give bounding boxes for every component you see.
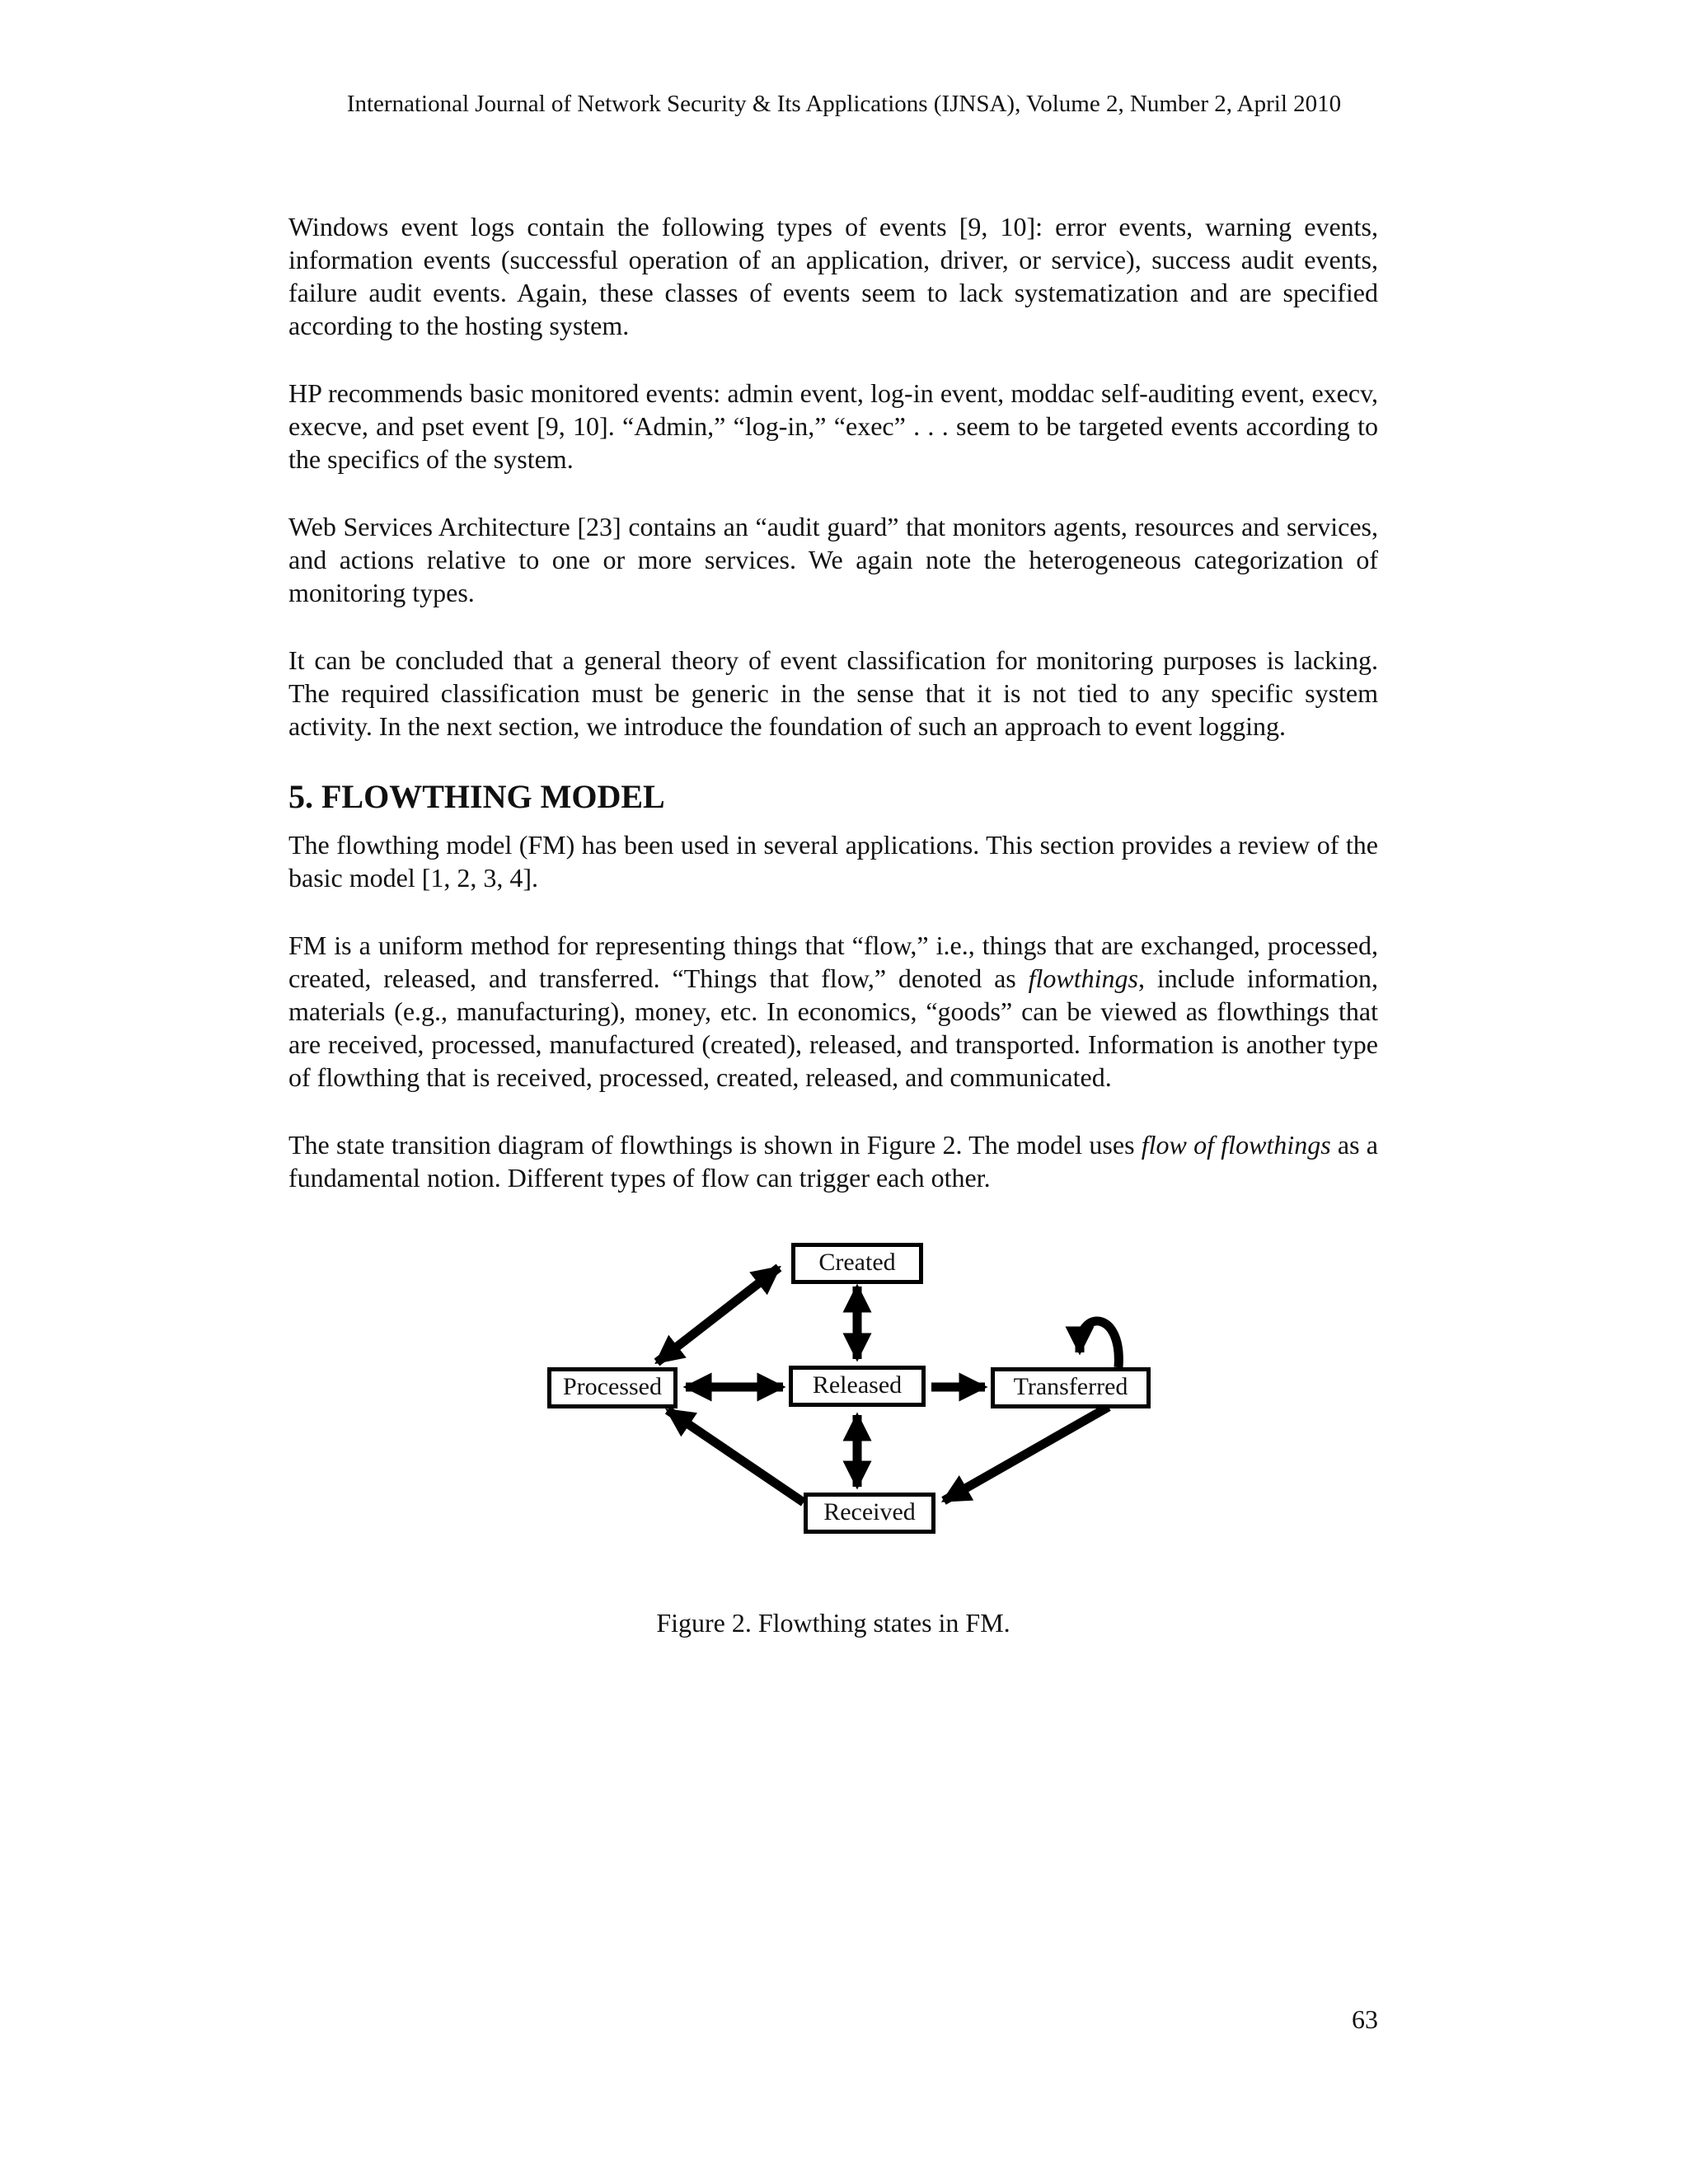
paragraph-web-services: Web Services Architecture [23] contains an “audit guard” that monitors agents, resources and services, and actions relative to one or more services. We again note the heterogeneous categorization of monitoring types. xyxy=(288,512,1378,607)
state-node-released: Released xyxy=(789,1366,926,1407)
paragraph-hp-events: HP recommends basic monitored events: admin event, log-in event, moddac self-auditing event, execv, execve, and pset event [9, 10]. “Admin,” “log-in,” “exec” . . . seem to be targeted events according to the specifics of the system. xyxy=(288,378,1378,474)
state-node-transferred: Transferred xyxy=(991,1367,1151,1408)
figure-caption: Figure 2. Flowthing states in FM. xyxy=(656,1608,1010,1638)
state-diagram-emphasis: flow of flowthings xyxy=(1141,1130,1331,1160)
edge-received-processed xyxy=(668,1410,804,1502)
state-diagram-text-b: as a fundamental notion. Different types of flow can trigger each other. xyxy=(288,1130,1378,1193)
state-node-processed: Processed xyxy=(547,1367,678,1408)
edge-transferred-received xyxy=(944,1407,1109,1501)
paragraph-windows-event-logs: Windows event logs contain the following types of events [9, 10]: error events, warning events, information events (successful operation of an application, driver, or service), success audit events, failure audit events. Again, these classes of events seem to lack systematization and are specified according to the hosting system. xyxy=(288,212,1378,340)
paragraph-fm-intro: The flowthing model (FM) has been used in several applications. This section provides a review of the basic model [1, 2, 3, 4]. xyxy=(288,830,1378,893)
paragraph-fm-definition xyxy=(288,929,1378,1094)
running-head: International Journal of Network Security & Its Applications (IJNSA), Volume 2, Number 2, April 2010 xyxy=(346,91,1342,117)
paragraph-state-diagram xyxy=(288,1128,1378,1194)
fm-definition-text-b: , include information, materials (e.g., manufacturing), money, etc. In economics, “goods” can be viewed as flowthings that are received, processed, manufactured (created), released, and transported. Information is another type of flowthing that is received, processed, created, released, and communicated. xyxy=(288,963,1379,1092)
fm-definition-emphasis: flowthings xyxy=(1028,963,1138,993)
state-node-created: Created xyxy=(791,1243,923,1284)
figure-flowthing-states xyxy=(288,1237,1378,1600)
paragraph-conclusion: It can be concluded that a general theory of event classification for monitoring purposes is lacking. The required classification must be generic in the sense that it is not tied to any specific system activity. In the next section, we introduce the foundation of such an approach to event logging. xyxy=(288,645,1378,741)
page-number: 63 xyxy=(1352,2004,1378,2034)
state-diagram-arrows xyxy=(288,1237,1378,1600)
state-node-received: Received xyxy=(804,1493,935,1534)
fm-definition-text-a: FM is a uniform method for representing things that “flow,” i.e., things that are exchanged, processed, created, released, and transferred. “Things that flow,” denoted as xyxy=(288,930,1378,993)
section-title: 5. FLOWTHING MODEL xyxy=(288,778,665,815)
state-diagram-text-a: The state transition diagram of flowthings is shown in Figure 2. The model uses xyxy=(288,1130,1142,1160)
edge-transferred-self-loop xyxy=(1080,1321,1118,1367)
edge-created-processed xyxy=(657,1268,779,1362)
body-column xyxy=(288,210,1378,1639)
